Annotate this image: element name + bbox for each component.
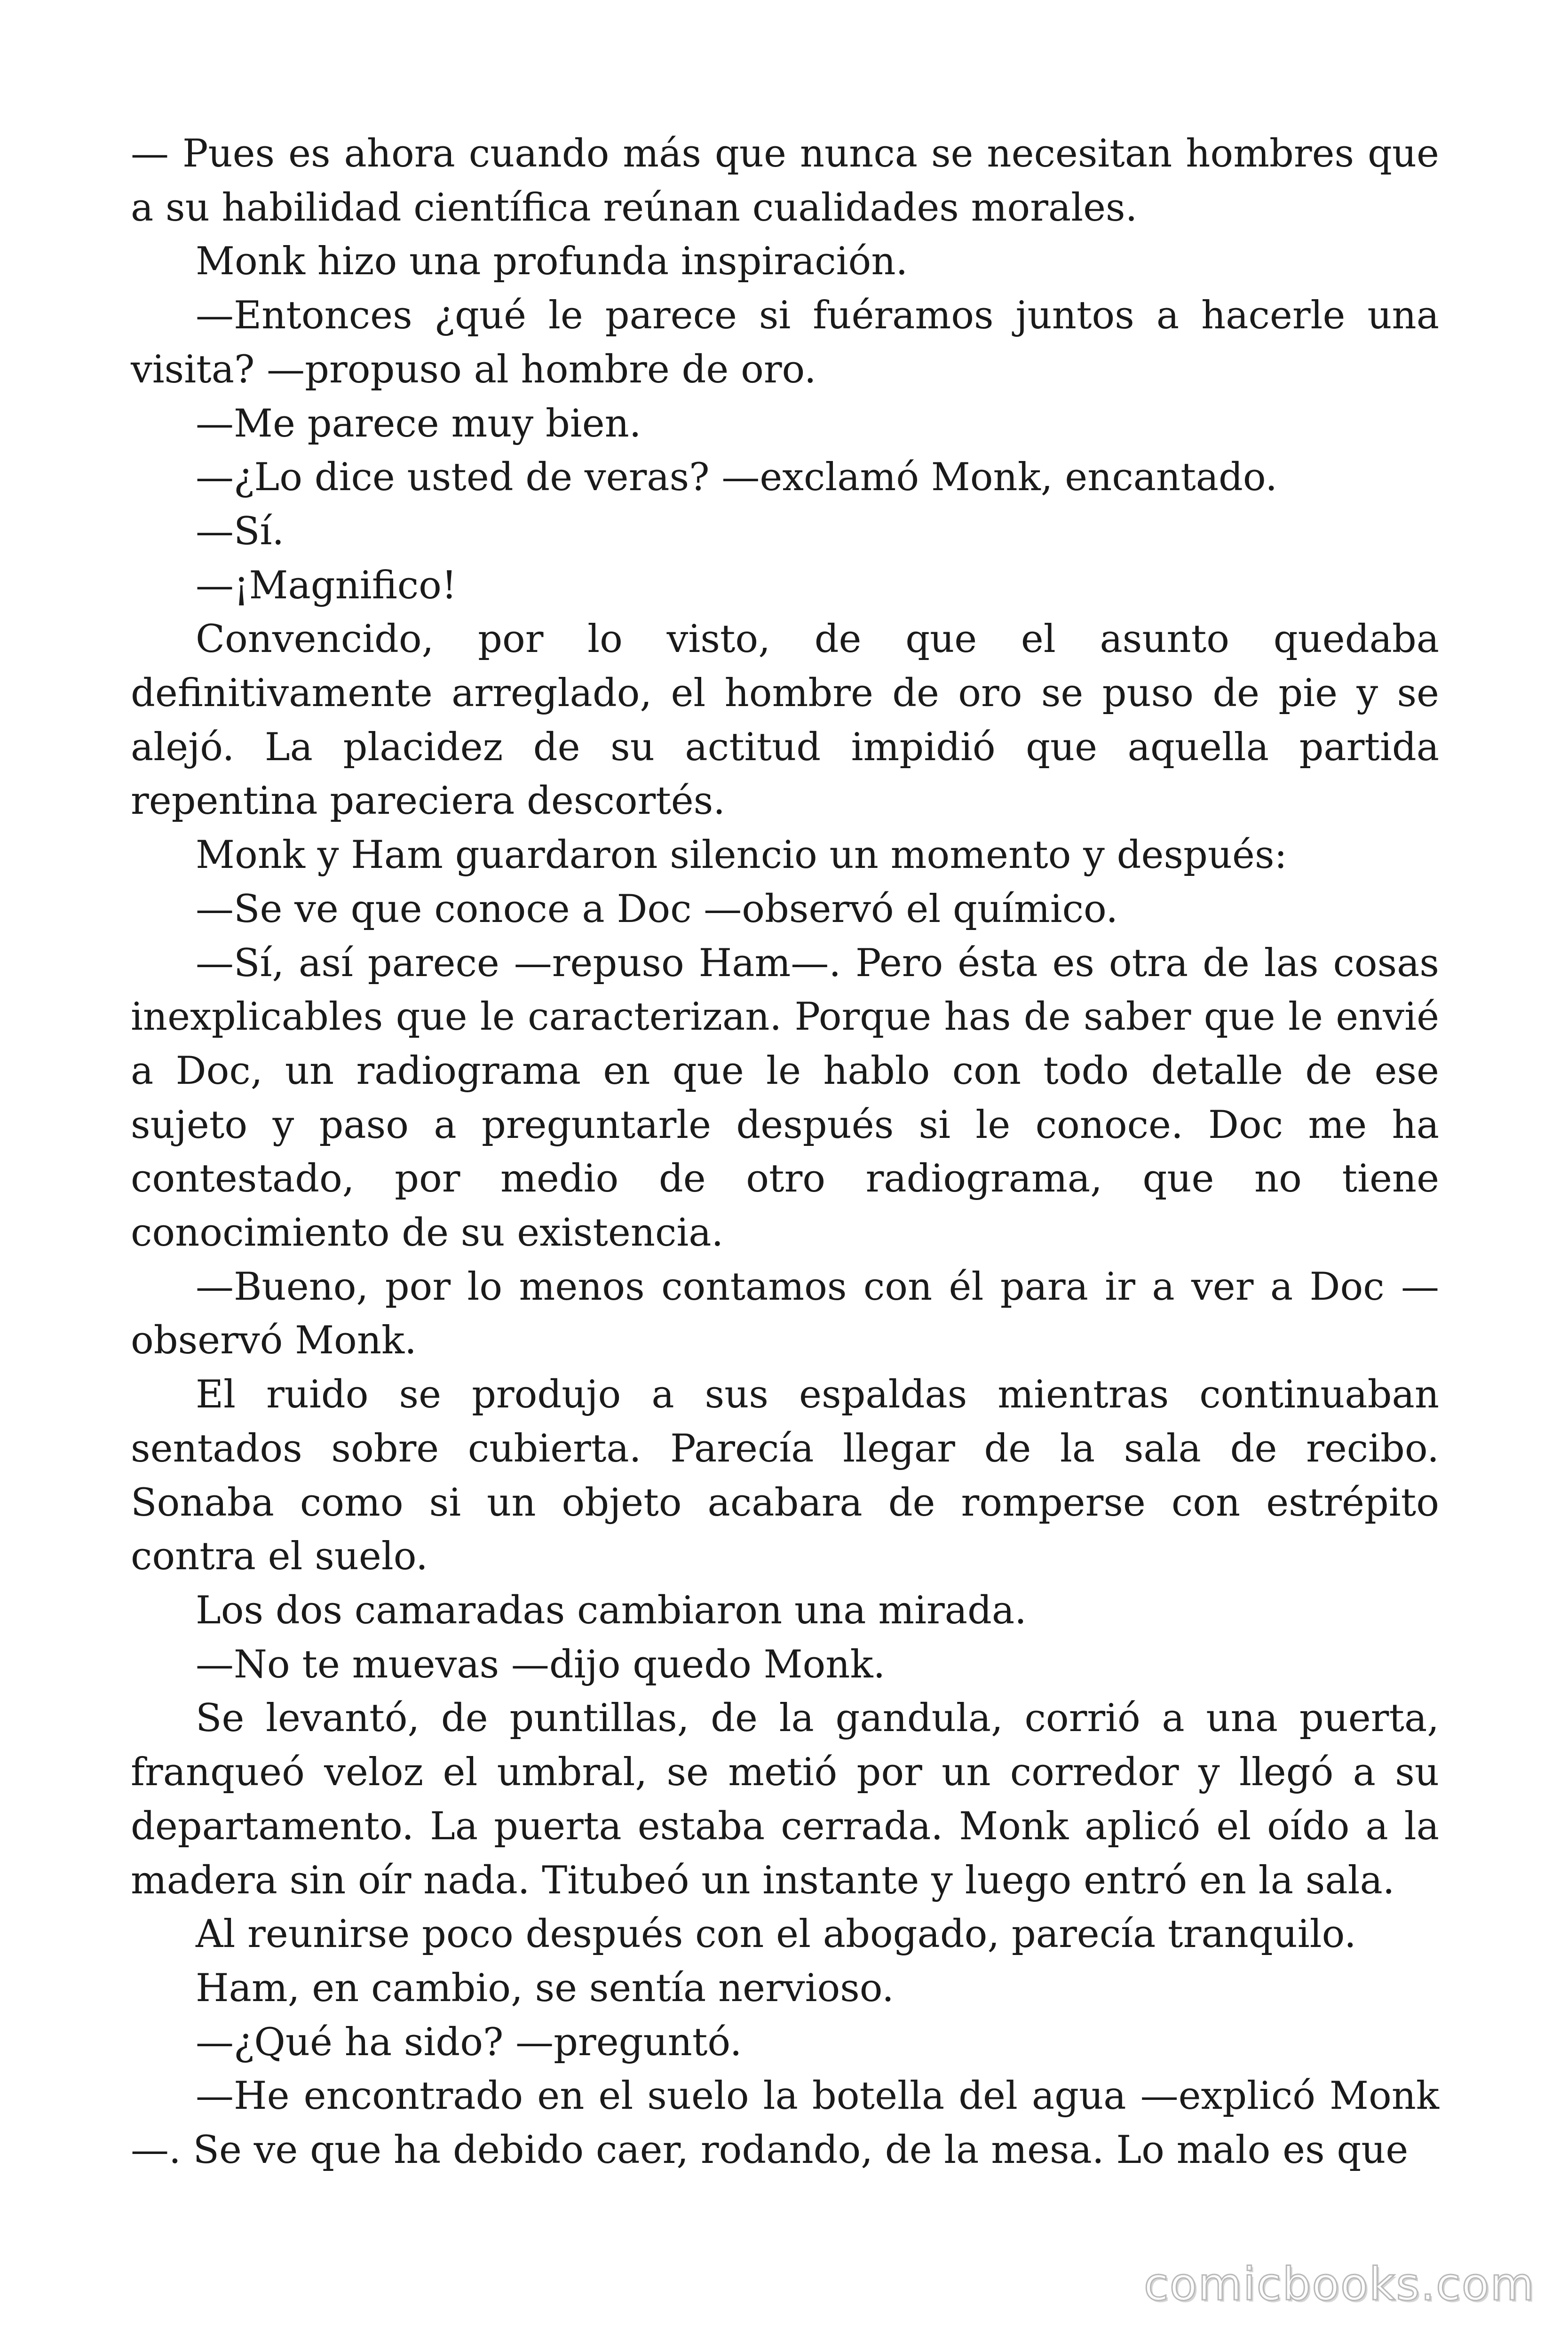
paragraph: —Entonces ¿qué le parece si fuéramos juntos a hacerle una visita? —propuso al hombre de oro. [131,294,1439,392]
paragraph: —Bueno, por lo menos contamos con él para ir a ver a Doc — observó Monk. [131,1264,1439,1363]
paragraph: —Me parece muy bien. [196,401,641,446]
paragraph: Se levantó, de puntillas, de la gandula, corrió a una puerta, franqueó veloz el umbral, se metió por un corredor y llegó a su departamento. La puerta estaba cerrada. Monk aplicó el oído a la madera sin oír nada. Titubeó un instante y luego entró en la sala. [131,1696,1439,1903]
paragraph: —Se ve que conoce a Doc —observó el químico. [196,887,1118,931]
paragraph: —He encontrado en el suelo la botella del agua —explicó Monk —. Se ve que ha debido caer, rodando, de la mesa. Lo malo es que [131,2074,1439,2173]
watermark: comicbooks.com [1143,2258,1535,2311]
paragraph: Los dos camaradas cambiaron una mirada. [196,1588,1027,1633]
paragraph: —Sí. [196,509,285,554]
paragraph: —Sí, así parece —repuso Ham—. Pero ésta es otra de las cosas inexplicables que le caracterizan. Porque has de saber que le envié a Doc, un radiograma en que le hablo con todo detalle de ese sujeto y paso a preguntarle después si le conoce. Doc me ha contestado, por medio de otro radiograma, que no tiene conocimiento de su existencia. [131,941,1439,1255]
paragraph: El ruido se produjo a sus espaldas mientras continuaban sentados sobre cubierta. Parecía llegar de la sala de recibo. Sonaba como si un objeto acabara de romperse con estrépito contra el suelo. [131,1373,1439,1579]
paragraph: Ham, en cambio, se sentía nervioso. [196,1966,894,2010]
paragraph: Convencido, por lo visto, de que el asunto quedaba definitivamente arreglado, el hombre de oro se puso de pie y se alejó. La placidez de su actitud impidió que aquella partida repentina pareciera descortés. [131,617,1439,824]
paragraph: —¡Magnifico! [196,563,457,608]
paragraph: Al reunirse poco después con el abogado, parecía tranquilo. [196,1912,1356,1957]
paragraph: Monk y Ham guardaron silencio un momento y después: [196,833,1287,878]
paragraph: —¿Qué ha sido? —preguntó. [196,2020,742,2065]
paragraph: — Pues es ahora cuando más que nunca se necesitan hombres que a su habilidad científica reúnan cualidades morales. [131,132,1439,230]
body-text [131,127,1439,2177]
paragraph: Monk hizo una profunda inspiración. [196,239,908,284]
paragraph: —¿Lo dice usted de veras? —exclamó Monk, encantado. [196,455,1277,500]
paragraph: —No te muevas —dijo quedo Monk. [196,1642,886,1687]
